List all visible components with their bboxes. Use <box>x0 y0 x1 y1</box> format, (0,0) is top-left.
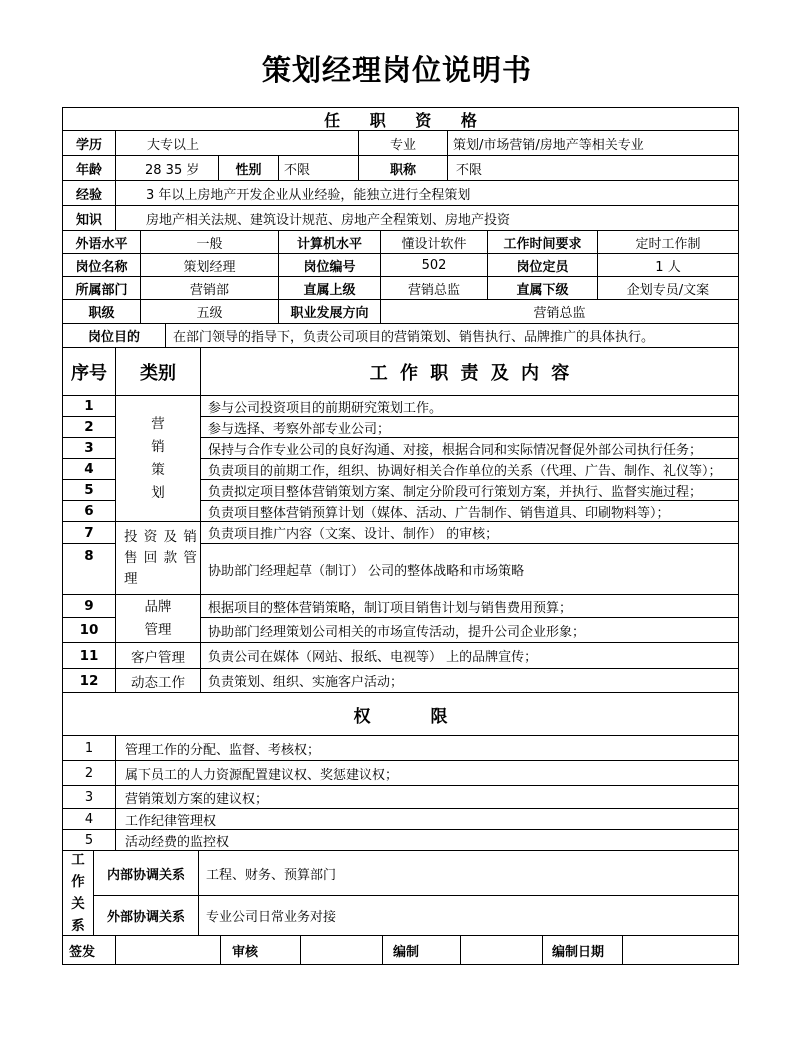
duties-header-row <box>63 348 738 396</box>
position-code-value: 502 <box>381 254 488 276</box>
authority-header-row <box>63 693 738 736</box>
position-code-label: 岗位编号 <box>279 254 381 276</box>
major-label: 专业 <box>359 131 448 155</box>
category-char: 营 <box>151 415 165 432</box>
duty-category-cell <box>116 522 201 594</box>
duty-category-text <box>145 596 172 642</box>
duty-number-column <box>63 396 116 521</box>
duty-text: 负责公司在媒体（网站、报纸、电视等） 上的品牌宣传； <box>208 650 538 665</box>
experience-label: 经验 <box>63 181 116 205</box>
duty-text: 参与公司投资项目的前期研究策划工作。 <box>201 396 738 417</box>
work-relations-detail <box>94 851 738 935</box>
education-value: 大专以上 <box>116 131 359 155</box>
age-row <box>63 156 738 181</box>
qualifications-header: 任 职 资 格 <box>324 110 489 130</box>
direct-superior-value: 营销总监 <box>381 277 488 299</box>
gender-label: 性别 <box>219 156 279 180</box>
duty-text: 保持与合作专业公司的良好沟通、对接，根据合同和实际情况督促外部公司执行任务； <box>201 438 738 459</box>
review-field <box>301 936 383 964</box>
department-label: 所属部门 <box>63 277 141 299</box>
issued-field <box>116 936 221 964</box>
duties-no-header: 序号 <box>63 348 116 395</box>
direct-subordinate-label: 直属下级 <box>488 277 598 299</box>
duty-category-text: 动态工作 <box>116 669 201 692</box>
category-line: 理 <box>124 570 139 587</box>
duty-number-column <box>63 595 116 642</box>
internal-relations-label: 内部协调关系 <box>94 851 199 895</box>
job-description-table <box>62 107 739 965</box>
category-char: 销 <box>151 438 165 455</box>
professional-title-value: 不限 <box>456 162 483 178</box>
document-title: 策划经理岗位说明书 <box>261 53 532 87</box>
duty-group-marketing-planning <box>63 396 738 522</box>
work-relations-label-cell <box>63 851 94 935</box>
duty-category-text <box>116 527 200 590</box>
qualifications-header-row <box>63 108 738 131</box>
department-value: 营销部 <box>141 277 279 299</box>
authority-row <box>63 761 738 786</box>
external-relations-label: 外部协调关系 <box>94 896 199 935</box>
work-relations-row <box>63 851 738 936</box>
foreign-language-value: 一般 <box>141 231 279 253</box>
work-hours-value: 定时工作制 <box>635 236 701 252</box>
duty-number: 9 <box>63 595 115 618</box>
duty-text: 负责项目推广内容（文案、设计、制作） 的审核； <box>201 522 738 544</box>
headcount-label: 岗位定员 <box>488 254 598 276</box>
duty-text-column <box>201 396 738 521</box>
position-name-value: 策划经理 <box>141 254 279 276</box>
review-label: 审核 <box>221 936 301 964</box>
duty-number: 3 <box>63 438 115 459</box>
duty-category-cell <box>116 595 201 642</box>
work-relations-char: 系 <box>71 918 85 934</box>
age-label: 年龄 <box>63 156 116 180</box>
prepared-date-label: 编制日期 <box>543 936 623 964</box>
authority-number: 5 <box>63 830 116 850</box>
authority-header: 权 限 <box>353 706 475 727</box>
purpose-value: 在部门领导的指导下，负责公司项目的营销策划、销售执行、品牌推广的具体执行。 <box>173 330 655 345</box>
duty-text: 负责项目的前期工作，组织、协调好相关合作单位的关系（代理、广告、制作、礼仪等）； <box>201 459 738 480</box>
prepared-label: 编制 <box>383 936 461 964</box>
headcount-value: 1 人 <box>655 259 681 275</box>
grade-value: 五级 <box>141 300 279 323</box>
work-relations-label <box>71 851 85 935</box>
department-row <box>63 277 738 300</box>
authority-row <box>63 830 738 851</box>
authority-text: 工作纪律管理权 <box>125 813 217 829</box>
duty-number: 12 <box>63 669 116 692</box>
category-line: 管理 <box>144 621 172 638</box>
authority-row <box>63 736 738 761</box>
issued-label: 签发 <box>63 936 116 964</box>
internal-relations-row <box>94 851 738 896</box>
external-relations-row <box>94 896 738 935</box>
education-label: 学历 <box>63 131 116 155</box>
knowledge-row <box>63 206 738 231</box>
authority-number: 3 <box>63 786 116 808</box>
work-hours-label: 工作时间要求 <box>488 231 598 253</box>
duty-text: 参与选择、考察外部专业公司； <box>201 417 738 438</box>
work-relations-char: 关 <box>71 896 85 912</box>
duty-text-column <box>201 595 738 642</box>
duty-group-investment-collection <box>63 522 738 595</box>
duty-number: 5 <box>63 480 115 501</box>
duty-text-column <box>201 522 738 594</box>
professional-title-label: 职称 <box>359 156 448 180</box>
duty-group-customer-management <box>63 643 738 669</box>
knowledge-label: 知识 <box>63 206 116 230</box>
category-char: 划 <box>151 484 165 501</box>
duty-number: 10 <box>79 622 99 638</box>
duty-number: 7 <box>63 522 115 544</box>
career-path-value: 营销总监 <box>533 306 586 321</box>
gender-value: 不限 <box>279 156 359 180</box>
authority-text: 营销策划方案的建议权； <box>125 791 269 807</box>
computer-value: 懂设计软件 <box>381 231 488 253</box>
knowledge-value: 房地产相关法规、建筑设计规范、房地产全程策划、房地产投资 <box>146 212 511 228</box>
duty-text: 负责拟定项目整体营销策划方案、制定分阶段可行策划方案，并执行、监督实施过程； <box>201 480 738 501</box>
age-value: 28 35 岁 <box>116 156 219 180</box>
prepared-field <box>461 936 543 964</box>
authority-number: 1 <box>63 736 116 760</box>
experience-row <box>63 181 738 206</box>
authority-row <box>63 786 738 809</box>
duties-category-header: 类别 <box>116 348 201 395</box>
duty-number: 1 <box>63 396 115 417</box>
duty-category-text <box>151 413 165 505</box>
authority-text: 活动经费的监控权 <box>125 834 230 850</box>
external-relations-value: 专业公司日常业务对接 <box>206 910 337 925</box>
duty-text: 负责策划、组织、实施客户活动； <box>208 675 404 690</box>
duty-number: 6 <box>84 503 94 519</box>
foreign-language-label: 外语水平 <box>63 231 141 253</box>
computer-label: 计算机水平 <box>279 231 381 253</box>
work-relations-char: 工 <box>71 852 85 868</box>
direct-subordinate-value: 企划专员/文案 <box>626 282 710 298</box>
experience-value: 3 年以上房地产开发企业从业经验，能独立进行全程策划 <box>146 187 471 203</box>
career-path-label: 职业发展方向 <box>279 300 381 323</box>
prepared-date-field <box>623 936 738 964</box>
position-row <box>63 254 738 277</box>
duty-text: 根据项目的整体营销策略，制订项目销售计划与销售费用预算； <box>201 595 738 618</box>
duty-category-cell <box>116 396 201 521</box>
duty-text: 协助部门经理起草（制订） 公司的整体战略和市场策略 <box>208 563 525 579</box>
authority-text: 管理工作的分配、监督、考核权； <box>125 742 321 758</box>
work-relations-char: 作 <box>71 874 85 890</box>
duty-group-brand-management <box>63 595 738 643</box>
education-row <box>63 131 738 156</box>
authority-row <box>63 809 738 830</box>
authority-text: 属下员工的人力资源配置建议权、奖惩建议权； <box>125 767 399 783</box>
purpose-label: 岗位目的 <box>63 324 166 347</box>
grade-row <box>63 300 738 324</box>
duty-category-text: 客户管理 <box>116 643 201 668</box>
duty-number: 4 <box>63 459 115 480</box>
duty-text: 协助部门经理策划公司相关的市场宣传活动，提升公司企业形象； <box>208 624 586 640</box>
grade-label: 职级 <box>63 300 141 323</box>
major-value: 策划/市场营销/房地产等相关专业 <box>453 137 644 153</box>
signoff-row <box>63 936 738 964</box>
duty-number: 2 <box>63 417 115 438</box>
position-name-label: 岗位名称 <box>63 254 141 276</box>
direct-superior-label: 直属上级 <box>279 277 381 299</box>
internal-relations-value: 工程、财务、预算部门 <box>206 867 337 883</box>
duty-group-dynamic-work <box>63 669 738 693</box>
authority-number: 2 <box>63 761 116 785</box>
duty-number-column <box>63 522 116 594</box>
purpose-row <box>63 324 738 348</box>
category-line: 品牌 <box>144 598 172 615</box>
duty-number: 8 <box>84 548 94 564</box>
category-line: 售 回 款 管 <box>124 549 198 566</box>
duty-text: 负责项目整体营销预算计划（媒体、活动、广告制作、销售道具、印刷物料等）； <box>208 505 670 521</box>
authority-number: 4 <box>63 809 116 829</box>
duty-number: 11 <box>63 643 116 668</box>
duties-content-header: 工 作 职 责 及 内 容 <box>369 362 573 384</box>
category-char: 策 <box>151 461 165 478</box>
category-line: 投 资 及 销 <box>124 528 198 545</box>
skills-row <box>63 231 738 254</box>
